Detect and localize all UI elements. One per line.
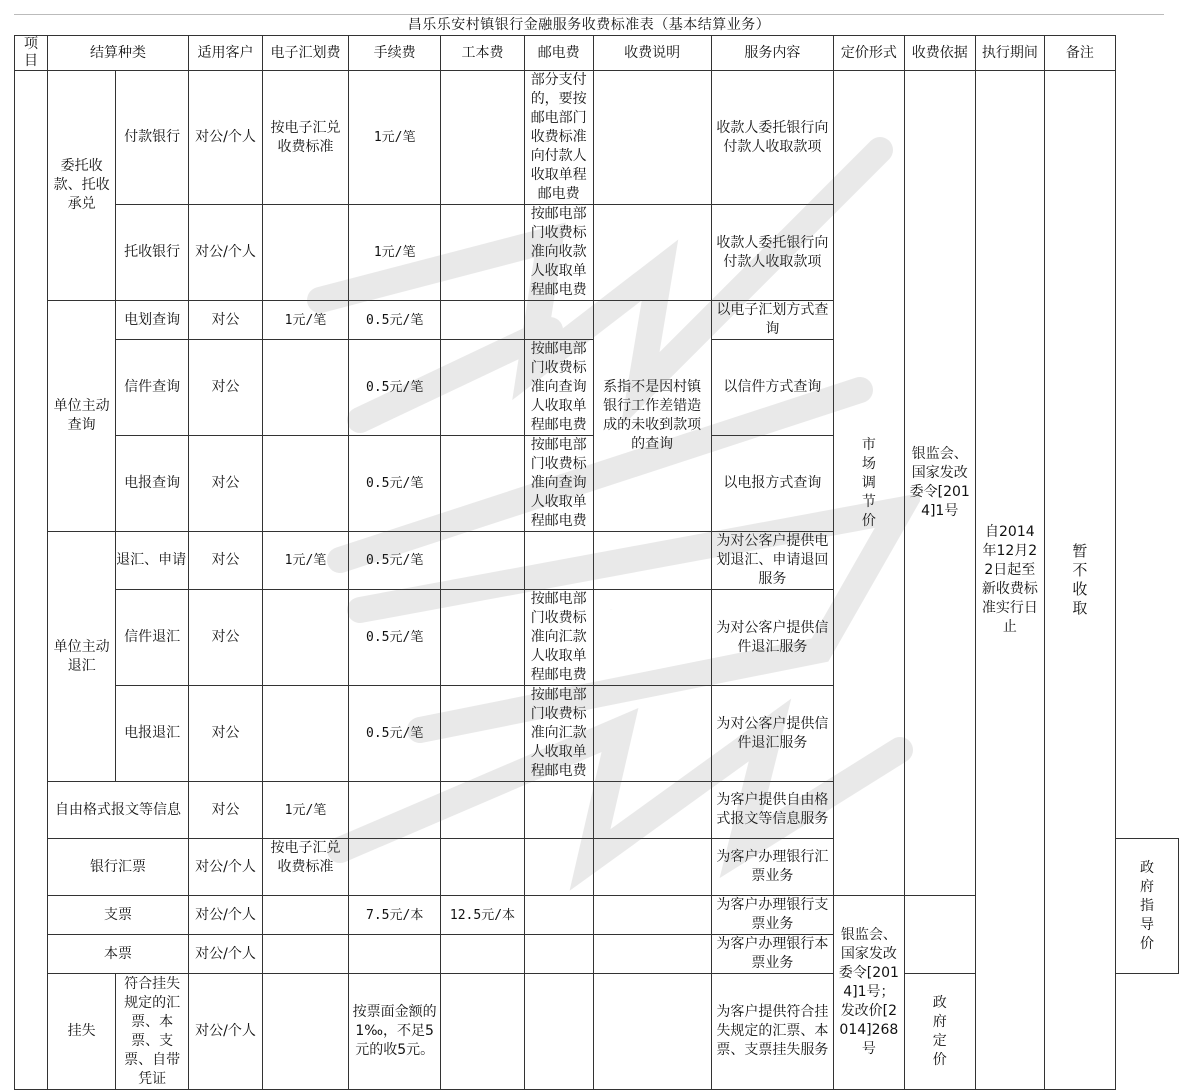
- cost-cell[interactable]: [441, 782, 524, 839]
- subcategory-cell[interactable]: 信件退汇: [116, 590, 189, 686]
- header-row: [15, 36, 1179, 71]
- basis-cell[interactable]: 银监会、国家发改委令[2014]1号；发改价[2014]268号: [834, 896, 904, 1090]
- service-cell[interactable]: 为客户提供符合挂失规定的汇票、本票、支票挂失服务: [711, 974, 834, 1090]
- wire-fee-cell[interactable]: 按电子汇兑收费标准: [262, 71, 348, 205]
- subcategory-cell[interactable]: 信件查询: [116, 340, 189, 436]
- wire-fee-cell[interactable]: [262, 686, 348, 782]
- postal-fee-cell[interactable]: [524, 974, 593, 1090]
- client-cell[interactable]: 对公: [189, 686, 263, 782]
- header-cell[interactable]: 定价形式: [834, 36, 904, 71]
- note-cell[interactable]: [593, 532, 711, 590]
- client-cell[interactable]: 对公/个人: [189, 71, 263, 205]
- postal-fee-cell[interactable]: 部分支付的，要按邮电部门收费标准向付款人收取单程邮电费: [524, 71, 593, 205]
- wire-fee-cell[interactable]: [262, 974, 348, 1090]
- cost-cell[interactable]: [441, 532, 524, 590]
- note-cell[interactable]: 系指不是因村镇银行工作差错造成的未收到款项的查询: [593, 301, 711, 532]
- note-cell[interactable]: [593, 974, 711, 1090]
- wire-fee-cell[interactable]: [262, 436, 348, 532]
- header-cell[interactable]: 适用客户: [189, 36, 263, 71]
- pricing-cell[interactable]: 政府定价: [904, 974, 975, 1090]
- client-cell[interactable]: 对公: [189, 782, 263, 839]
- handling-fee-cell[interactable]: 1元/笔: [349, 71, 441, 205]
- client-cell[interactable]: 对公: [189, 301, 263, 340]
- sheet-title: 昌乐乐安村镇银行金融服务收费标准表（基本结算业务）: [14, 14, 1164, 35]
- cost-cell[interactable]: [441, 340, 524, 436]
- subcategory-cell[interactable]: 退汇、申请: [116, 532, 189, 590]
- category-cell[interactable]: 单位主动查询: [47, 301, 115, 532]
- client-cell[interactable]: 对公/个人: [189, 974, 263, 1090]
- wire-fee-cell[interactable]: 1元/笔: [262, 301, 348, 340]
- cost-cell[interactable]: 12.5元/本: [441, 896, 524, 935]
- service-cell[interactable]: 以电报方式查询: [711, 436, 834, 532]
- pricing-cell[interactable]: 政府指导价: [1116, 839, 1179, 974]
- client-cell[interactable]: 对公/个人: [189, 935, 263, 974]
- table-row: [15, 71, 1179, 205]
- postal-fee-cell[interactable]: [524, 782, 593, 839]
- note-cell[interactable]: [593, 896, 711, 935]
- postal-fee-cell[interactable]: [524, 896, 593, 935]
- cost-cell[interactable]: [441, 301, 524, 340]
- wire-fee-cell[interactable]: 1元/笔: [262, 532, 348, 590]
- fee-table: [14, 35, 1179, 1090]
- handling-fee-cell[interactable]: 0.5元/笔: [349, 340, 441, 436]
- header-cell[interactable]: 收费说明: [593, 36, 711, 71]
- client-cell[interactable]: 对公: [189, 532, 263, 590]
- subcategory-cell[interactable]: 付款银行: [116, 71, 189, 205]
- svg-text:WPS: WPS: [610, 610, 613, 611]
- postal-fee-cell[interactable]: [524, 301, 593, 340]
- cost-cell[interactable]: [441, 935, 524, 974]
- subcategory-cell[interactable]: 符合挂失规定的汇票、本票、支票、自带凭证: [116, 974, 189, 1090]
- client-cell[interactable]: 对公: [189, 436, 263, 532]
- wire-fee-cell[interactable]: 按电子汇兑收费标准: [262, 839, 348, 896]
- cost-cell[interactable]: [441, 436, 524, 532]
- handling-fee-cell[interactable]: 0.5元/笔: [349, 436, 441, 532]
- handling-fee-cell[interactable]: 0.5元/笔: [349, 301, 441, 340]
- note-cell[interactable]: [593, 839, 711, 896]
- category-cell[interactable]: 单位主动退汇: [47, 532, 115, 782]
- remark-cell[interactable]: 暂不收取: [1044, 71, 1115, 1090]
- category-cell[interactable]: 支票: [47, 896, 188, 935]
- header-cell[interactable]: 服务内容: [711, 36, 834, 71]
- wire-fee-cell[interactable]: [262, 935, 348, 974]
- handling-fee-cell[interactable]: 0.5元/笔: [349, 686, 441, 782]
- basis-cell[interactable]: 银监会、国家发改委令[2014]1号: [904, 71, 975, 896]
- cost-cell[interactable]: [441, 590, 524, 686]
- note-cell[interactable]: [593, 590, 711, 686]
- header-cell[interactable]: 备注: [1044, 36, 1115, 71]
- category-cell[interactable]: 本票: [47, 935, 188, 974]
- note-cell[interactable]: [593, 205, 711, 301]
- period-cell[interactable]: 自2014年12月22日起至新收费标准实行日止: [975, 71, 1044, 1090]
- wire-fee-cell[interactable]: [262, 340, 348, 436]
- category-cell[interactable]: 挂失: [47, 974, 115, 1090]
- handling-fee-cell[interactable]: [349, 935, 441, 974]
- category-cell[interactable]: 委托收款、托收承兑: [47, 71, 115, 301]
- service-cell[interactable]: 为客户办理银行汇票业务: [711, 839, 834, 896]
- service-cell[interactable]: 收款人委托银行向付款人收取款项: [711, 71, 834, 205]
- wire-fee-cell[interactable]: [262, 896, 348, 935]
- client-cell[interactable]: 对公: [189, 590, 263, 686]
- handling-fee-cell[interactable]: 0.5元/笔: [349, 590, 441, 686]
- cost-cell[interactable]: [441, 71, 524, 205]
- handling-fee-cell[interactable]: 7.5元/本: [349, 896, 441, 935]
- cost-cell[interactable]: [441, 686, 524, 782]
- client-cell[interactable]: 对公/个人: [189, 205, 263, 301]
- handling-fee-cell[interactable]: [349, 782, 441, 839]
- header-cell[interactable]: 项目: [15, 36, 48, 71]
- postal-fee-cell[interactable]: 按邮电部门收费标准向查询人收取单程邮电费: [524, 436, 593, 532]
- note-cell[interactable]: [593, 935, 711, 974]
- postal-fee-cell[interactable]: [524, 935, 593, 974]
- handling-fee-cell[interactable]: 按票面金额的1‰，不足5元的收5元。: [349, 974, 441, 1090]
- service-cell[interactable]: 为对公客户提供信件退汇服务: [711, 590, 834, 686]
- handling-fee-cell[interactable]: 0.5元/笔: [349, 532, 441, 590]
- postal-fee-cell[interactable]: 按邮电部门收费标准向汇款人收取单程邮电费: [524, 686, 593, 782]
- wire-fee-cell[interactable]: [262, 205, 348, 301]
- header-cell[interactable]: 执行期间: [975, 36, 1044, 71]
- subcategory-cell[interactable]: 电报查询: [116, 436, 189, 532]
- cost-cell[interactable]: [441, 839, 524, 896]
- handling-fee-cell[interactable]: 1元/笔: [349, 205, 441, 301]
- subcategory-cell[interactable]: 电划查询: [116, 301, 189, 340]
- service-cell[interactable]: 以信件方式查询: [711, 340, 834, 436]
- wire-fee-cell[interactable]: 1元/笔: [262, 782, 348, 839]
- note-cell[interactable]: [593, 686, 711, 782]
- service-cell[interactable]: 为客户办理银行支票业务: [711, 896, 834, 935]
- project-cell[interactable]: [15, 71, 48, 1090]
- cost-cell[interactable]: [441, 205, 524, 301]
- client-cell[interactable]: 对公: [189, 340, 263, 436]
- handling-fee-cell[interactable]: [349, 839, 441, 896]
- service-cell[interactable]: 为对公客户提供信件退汇服务: [711, 686, 834, 782]
- client-cell[interactable]: 对公/个人: [189, 896, 263, 935]
- client-cell[interactable]: 对公/个人: [189, 839, 263, 896]
- subcategory-cell[interactable]: 托收银行: [116, 205, 189, 301]
- service-cell[interactable]: 为客户办理银行本票业务: [711, 935, 834, 974]
- header-cell[interactable]: 收费依据: [904, 36, 975, 71]
- wire-fee-cell[interactable]: [262, 590, 348, 686]
- category-cell[interactable]: 自由格式报文等信息: [47, 782, 188, 839]
- postal-fee-cell[interactable]: [524, 532, 593, 590]
- postal-fee-cell[interactable]: [524, 839, 593, 896]
- header-cell[interactable]: 结算种类: [47, 36, 188, 71]
- header-cell[interactable]: 工本费: [441, 36, 524, 71]
- service-cell[interactable]: 收款人委托银行向付款人收取款项: [711, 205, 834, 301]
- service-cell[interactable]: 为客户提供自由格式报文等信息服务: [711, 782, 834, 839]
- service-cell[interactable]: 以电子汇划方式查询: [711, 301, 834, 340]
- note-cell[interactable]: [593, 71, 711, 205]
- subcategory-cell[interactable]: 电报退汇: [116, 686, 189, 782]
- service-cell[interactable]: 为对公客户提供电划退汇、申请退回服务: [711, 532, 834, 590]
- header-cell[interactable]: 电子汇划费: [262, 36, 348, 71]
- header-cell[interactable]: 邮电费: [524, 36, 593, 71]
- category-cell[interactable]: 银行汇票: [47, 839, 188, 896]
- header-cell[interactable]: 手续费: [349, 36, 441, 71]
- postal-fee-cell[interactable]: 按邮电部门收费标准向收款人收取单程邮电费: [524, 205, 593, 301]
- postal-fee-cell[interactable]: 按邮电部门收费标准向汇款人收取单程邮电费: [524, 590, 593, 686]
- pricing-cell[interactable]: 市场调节价: [834, 71, 904, 896]
- postal-fee-cell[interactable]: 按邮电部门收费标准向查询人收取单程邮电费: [524, 340, 593, 436]
- note-cell[interactable]: [593, 782, 711, 839]
- cost-cell[interactable]: [441, 974, 524, 1090]
